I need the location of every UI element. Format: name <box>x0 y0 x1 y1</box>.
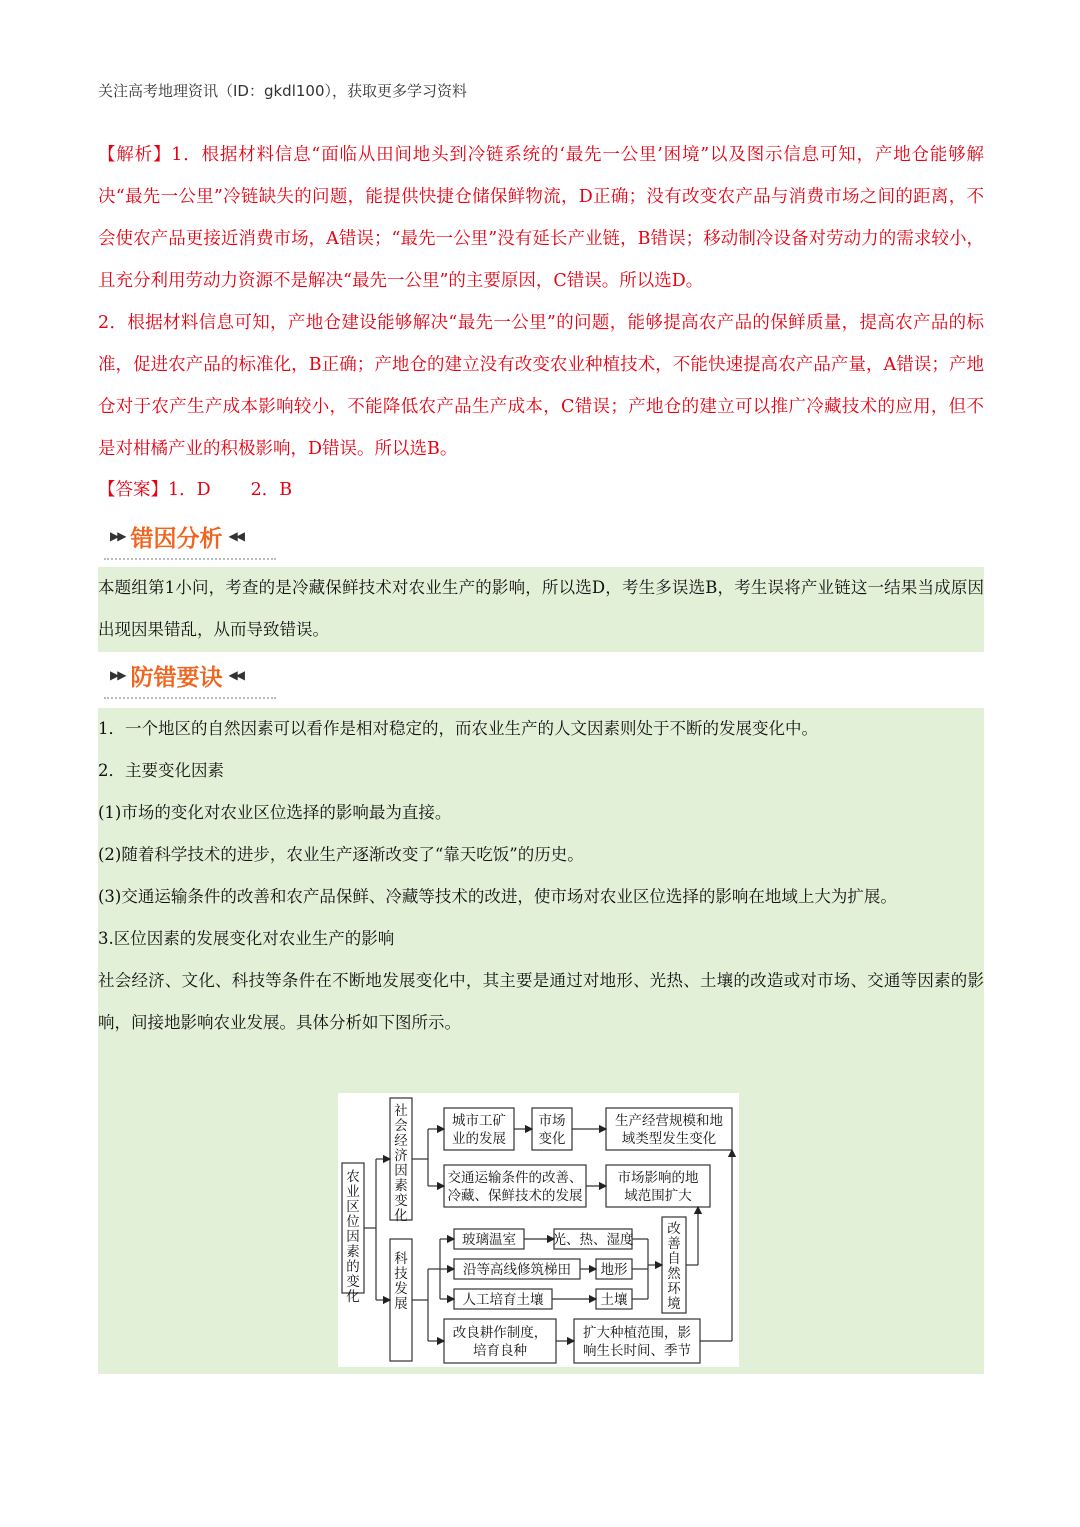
label-city-1: 城市工矿 <box>452 1113 506 1129</box>
label-city-2: 业的发展 <box>452 1131 506 1147</box>
answer-2: 2．B <box>250 480 293 500</box>
label-market-range-2: 域范围扩大 <box>624 1188 692 1204</box>
label-scale-2: 域类型发生变化 <box>621 1131 717 1147</box>
answer-label: 【答案】 <box>98 480 168 500</box>
double-left-arrow-icon: ◀◀ <box>228 529 243 543</box>
tips-line-4: (2)随着科学技术的进步，农业生产逐渐改变了“靠天吃饭”的历史。 <box>98 845 584 864</box>
error-analysis-text: 本题组第1小问，考查的是冷藏保鲜技术对农业生产的影响，所以选D，考生多误选B，考生误将产业链这一结果当成原因出现因果错乱，从而导致错误。 <box>98 578 984 639</box>
label-soil-culture: 人工培育土壤 <box>462 1292 544 1308</box>
label-root: 农业区位因素的变化 <box>346 1169 360 1305</box>
tips-line-3: (1)市场的变化对农业区位选择的影响最为直接。 <box>98 803 452 822</box>
flow-diagram <box>338 1093 739 1367</box>
label-market-1: 市场 <box>538 1113 566 1129</box>
analysis-block <box>98 134 984 470</box>
tips-line-1: 1．一个地区的自然因素可以看作是相对稳定的，而农业生产的人文因素则处于不断的发展变化中。 <box>98 719 818 738</box>
label-terrace: 沿等高线修筑梯田 <box>463 1262 571 1278</box>
tips-line-2: 2．主要变化因素 <box>98 761 224 780</box>
label-expand-1: 扩大种植范围，影 <box>583 1325 691 1341</box>
answer-line <box>98 472 292 508</box>
label-market-range-1: 市场影响的地 <box>617 1170 699 1186</box>
label-greenhouse: 玻璃温室 <box>462 1232 516 1248</box>
tips-line-5: (3)交通运输条件的改善和农产品保鲜、冷藏等技术的改进，使市场对农业区位选择的影响在地域上大为扩展。 <box>98 887 897 906</box>
double-right-arrow-icon: ▶▶ <box>110 668 125 682</box>
section-title-tips <box>104 657 249 693</box>
section-title-text: 防错要诀 <box>130 664 223 691</box>
label-market-2: 变化 <box>538 1131 566 1147</box>
flow-diagram-svg <box>338 1093 739 1367</box>
tips-line-7: 社会经济、文化、科技等条件在不断地发展变化中，其主要是通过对地形、光热、土壤的改造或对市场、交通等因素的影响，间接地影响农业发展。具体分析如下图所示。 <box>98 971 984 1032</box>
label-improve-env: 改善自然环境 <box>667 1221 681 1312</box>
section-title-error-analysis <box>104 518 249 554</box>
label-tech: 科技发展 <box>394 1251 408 1312</box>
label-expand-2: 响生长时间、季节 <box>583 1343 691 1359</box>
label-light: 光、热、湿度 <box>552 1232 634 1248</box>
analysis-paragraph-2: 2．根据材料信息可知，产地仓建设能够解决“最先一公里”的问题，能够提高农产品的保鲜质量，提高农产品的标准，促进农产品的标准化，B正确；产地仓的建立没有改变农业种植技术，不能快速提高农产品产量，A错误；产地仓对于农产生产成本影响较小，不能降低农产品生产成本，C错误；产地仓的建立可以推广冷藏技术的应用，但不是对柑橘产业的积极影响，D错误。所以选B。 <box>98 313 984 459</box>
error-analysis-box <box>98 567 984 652</box>
analysis-paragraph-1: 【解析】1．根据材料信息“面临从田间地头到冷链系统的‘最先一公里’困境”以及图示信息可知，产地仓能够解决“最先一公里”冷链缺失的问题，能提供快捷仓储保鲜物流，D正确；没有改变农产品与消费市场之间的距离，不会使农产品更接近消费市场，A错误；“最先一公里”没有延长产业链，B错误；移动制冷设备对劳动力的需求较小，且充分利用劳动力资源不是解决“最先一公里”的主要原因，C错误。所以选D。 <box>98 145 984 291</box>
double-left-arrow-icon: ◀◀ <box>228 668 243 682</box>
label-soil: 土壤 <box>600 1292 628 1308</box>
label-socio: 社会经济因素变化 <box>394 1103 408 1224</box>
double-right-arrow-icon: ▶▶ <box>110 529 125 543</box>
label-transport-1: 交通运输条件的改善、 <box>447 1170 583 1186</box>
tips-line-6: 3.区位因素的发展变化对农业生产的影响 <box>98 929 395 948</box>
label-transport-2: 冷藏、保鲜技术的发展 <box>447 1188 583 1204</box>
answer-1: 1．D <box>168 480 211 500</box>
label-farming-2: 培育良种 <box>473 1343 527 1359</box>
label-terrain: 地形 <box>600 1262 628 1278</box>
page-header: 关注高考地理资讯（ID：gkdl100），获取更多学习资料 <box>98 82 468 100</box>
label-scale-1: 生产经营规模和地 <box>615 1113 723 1129</box>
label-farming-1: 改良耕作制度， <box>452 1325 548 1341</box>
section-title-text: 错因分析 <box>130 525 223 552</box>
